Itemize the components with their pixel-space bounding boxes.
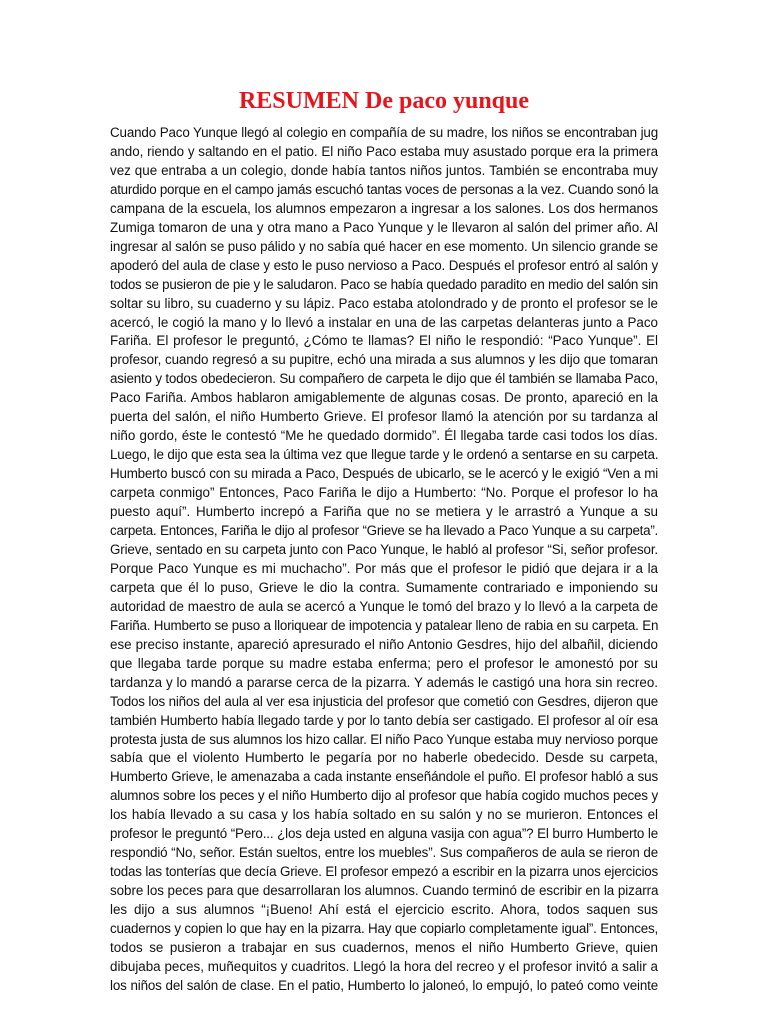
paragraph-line: soltar su libro, su cuaderno y su lápiz. Paco estaba atolondrado y de pronto el profesor se le (110, 295, 658, 311)
paragraph-line: puerta del salón, el niño Humberto Grieve. El profesor llamó la atención por su tardanza al (110, 409, 658, 425)
paragraph-line: que llegaba tarde porque su madre estaba enferma; pero el profesor le amonestó por su (110, 655, 658, 671)
paragraph-line: vez que entraba a un colegio, donde había tantos niños juntos. También se encontraba muy (110, 162, 658, 178)
paragraph-line: también Humberto había llegado tarde y por lo tanto debía ser castigado. El profesor al oír esa (110, 712, 658, 728)
paragraph-line: les dijo a sus alumnos “¡Bueno! Ahí está el ejercicio escrito. Ahora, todos saquen sus (110, 902, 658, 918)
paragraph-line: Todos los niños del aula al ver esa injusticia del profesor que cometió con Gesdres, dijeron que (110, 693, 658, 709)
document-body (110, 124, 658, 996)
paragraph-line: todos se pusieron de pie y le saludaron. Paco se había quedado paradito en medio del salón sin (110, 276, 658, 292)
paragraph-line: Porque Paco Yunque es mi muchacho”. Por más que el profesor le pidió que dejara ir a la (110, 560, 658, 576)
paragraph-line: sabía que el violento Humberto le pegaría por no haberle obedecido. Desde su carpeta, (110, 750, 658, 766)
paragraph-line: Cuando Paco Yunque llegó al colegio en compañía de su madre, los niños se encontraban jug (110, 125, 658, 140)
paragraph-line: Fariña. El profesor le preguntó, ¿Cómo te llamas? El niño le respondió: “Paco Yunque”. El (110, 333, 658, 349)
paragraph-line: dibujaba peces, muñequitos y cuadritos. Llegó la hora del recreo y el profesor invitó a salir a (110, 958, 658, 974)
paragraph-line: todos se pusieron a trabajar en sus cuadernos, menos el niño Humberto Grieve, quien (110, 939, 658, 955)
paragraph-line: Paco Fariña. Ambos hablaron amigablemente de algunas cosas. De pronto, apareció en la (110, 390, 658, 406)
paragraph-line: carpeta conmigo” Entonces, Paco Fariña le dijo a Humberto: “No. Porque el profesor lo ha (110, 485, 658, 501)
paragraph-line: los había llevado a su casa y los había soltado en su salón y no se murieron. Entonces el (110, 807, 658, 823)
paragraph-line: protesta justa de sus alumnos los hizo callar. El niño Paco Yunque estaba muy nervioso porque (110, 731, 658, 747)
paragraph-line: aturdido porque en el campo jamás escuchó tantas voces de personas a la vez. Cuando sonó la (110, 181, 659, 197)
paragraph-line: campana de la escuela, los alumnos empezaron a ingresar a los salones. Los dos hermanos (110, 200, 658, 216)
paragraph-line: Humberto Grieve, le amenazaba a cada instante enseñándole el puño. El profesor habló a sus (110, 769, 658, 785)
paragraph-line: ingresar al salón se puso pálido y no sabía qué hacer en ese momento. Un silencio grande se (110, 238, 658, 254)
paragraph-line: tardanza y lo mandó a pararse cerca de la pizarra. Y además le castigó una hora sin recreo. (110, 674, 658, 690)
paragraph-line: puesto aquí”. Humberto increpó a Fariña que no se metiera y le arrastró a Yunque a su (110, 504, 658, 520)
paragraph-line: profesor, cuando regresó a su pupitre, echó una mirada a sus alumnos y les dijo que tomaran (110, 352, 658, 368)
paragraph-line: ese preciso instante, apareció apresurado el niño Antonio Gesdres, hijo del albañil, diciendo (110, 636, 658, 652)
paragraph-line: los niños del salón de clase. En el patio, Humberto lo jaloneó, lo empujó, lo pateó como veinte (110, 977, 658, 993)
paragraph-line: carpeta. Entonces, Fariña le dijo al profesor “Grieve se ha llevado a Paco Yunque a su carpeta”. (110, 523, 658, 539)
paragraph-line: sobre los peces para que desarrollaran los alumnos. Cuando terminó de escribir en la pizarra (110, 883, 659, 899)
paragraph-line: Fariña. Humberto se puso a lloriquear de impotencia y patalear lleno de rabia en su carpeta. En (110, 617, 659, 633)
paragraph-line: acercó, le cogió la mano y lo llevó a instalar en una de las carpetas delanteras junto a Paco (110, 314, 658, 330)
paragraph-line: apoderó del aula de clase y esto le puso nervioso a Paco. Después el profesor entró al salón y (110, 257, 658, 273)
paragraph-line: Luego, le dijo que esta sea la última vez que llegue tarde y le ordenó a sentarse en su carpeta. (110, 447, 659, 463)
paragraph-line: autoridad de maestro de aula se acercó a Yunque le tomó del brazo y lo llevó a la carpeta de (110, 598, 658, 614)
paragraph-line: todas las tonterías que decía Grieve. El profesor empezó a escribir en la pizarra unos ejercicios (110, 864, 658, 880)
paragraph-line: respondió “No, señor. Están sueltos, entre los muebles”. Sus compañeros de aula se rieron de (110, 845, 658, 861)
paragraph-line: ando, riendo y saltando en el patio. El niño Paco estaba muy asustado porque era la primera (110, 143, 658, 159)
paragraph-line: Grieve, sentado en su carpeta junto con Paco Yunque, le habló al profesor “Si, señor profesor. (110, 541, 658, 557)
paragraph-line: Humberto buscó con su mirada a Paco, Después de ubicarlo, se le acercó y le exigió “Ven a mi (110, 466, 658, 482)
paragraph-line: alumnos sobre los peces y el niño Humberto dijo al profesor que había cogido muchos peces y (110, 788, 658, 804)
paragraph-line: cuadernos y copien lo que hay en la pizarra. Hay que copiarlo completamente igual”. Entonces, (110, 921, 658, 937)
paragraph-line: Zumiga tomaron de una y otra mano a Paco Yunque y le llevaron al salón del primer año. Al (110, 219, 658, 235)
paragraph-line: niño gordo, éste le contestó “Me he quedado dormido”. Él llegaba tarde casi todos los días. (110, 428, 658, 444)
paragraph-line: carpeta que él lo puso, Grieve le dio la contra. Sumamente contrariado e imponiendo su (110, 579, 658, 595)
paragraph-line: asiento y todos obedecieron. Su compañero de carpeta le dijo que él también se llamaba Paco, (110, 371, 658, 387)
document-title: RESUMEN De paco yunque (238, 88, 530, 114)
paragraph-line: profesor le preguntó “Pero... ¿los deja usted en alguna vasija con agua”? El burro Humberto le (110, 826, 658, 842)
